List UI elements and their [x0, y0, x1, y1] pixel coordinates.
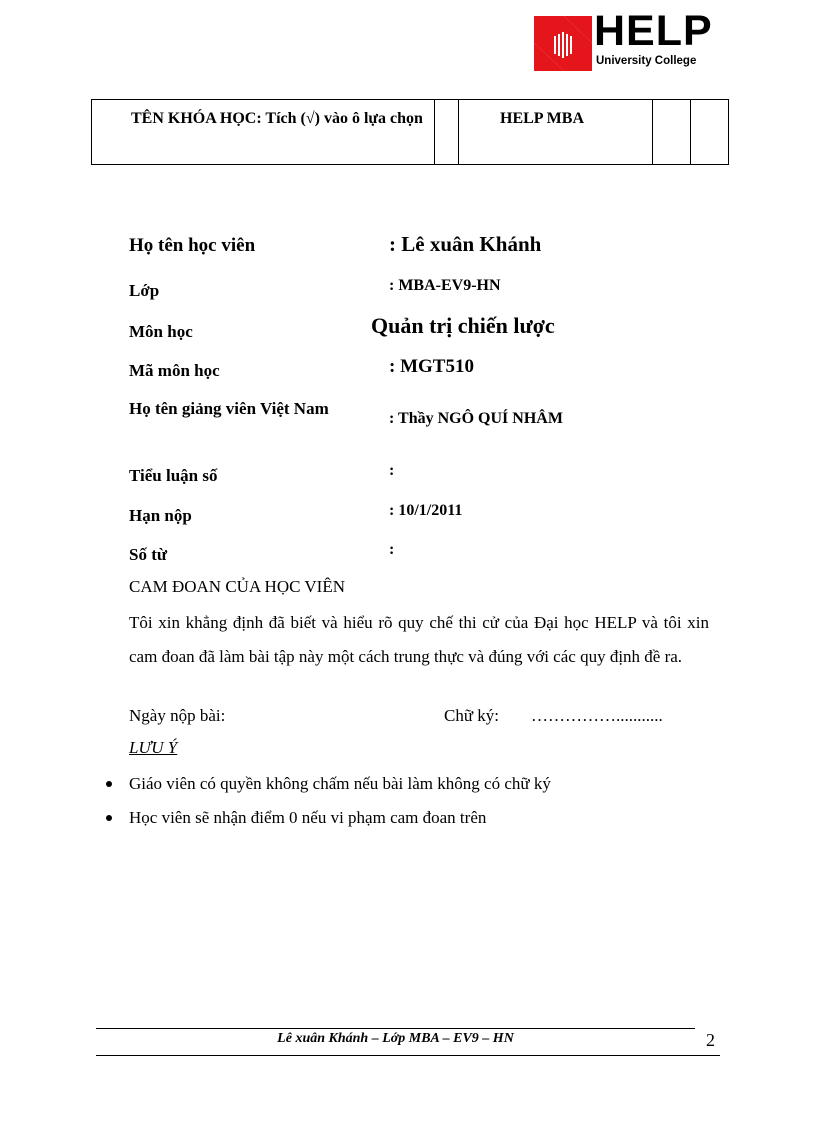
course-selection-table [91, 99, 729, 165]
course-empty-cell [691, 100, 729, 165]
list-item [129, 804, 551, 838]
essay-number-value: : [389, 462, 395, 479]
deadline-value: : 10/1/2011 [389, 502, 463, 519]
student-name-value: : Lê xuân Khánh [389, 232, 542, 256]
submit-date-label: Ngày nộp bài: [129, 706, 226, 725]
declaration-title: CAM ĐOAN CỦA HỌC VIÊN [129, 577, 345, 596]
notes-list [129, 770, 551, 838]
help-logo-mark-icon [534, 16, 592, 71]
subject-code-value: : MGT510 [389, 356, 474, 377]
list-item [129, 770, 551, 804]
logo-wordmark: HELP [594, 7, 713, 55]
notes-title: LƯU Ý [129, 738, 178, 757]
subject-code-label: Mã môn học [129, 361, 220, 380]
footer-text: Lê xuân Khánh – Lớp MBA – EV9 – HN [277, 1031, 514, 1046]
course-option-checkbox-cell[interactable] [653, 100, 691, 165]
bullet-icon [106, 781, 112, 787]
signature-label: Chữ ký: [444, 706, 500, 725]
word-count-label: Số từ [129, 545, 168, 564]
lecturer-label: Họ tên giảng viên Việt Nam [129, 399, 329, 418]
signature-line: ……………........... [531, 706, 663, 725]
bullet-icon [106, 815, 112, 821]
footer-divider-top [96, 1028, 695, 1029]
deadline-label: Hạn nộp [129, 506, 192, 525]
course-checkbox-cell[interactable] [435, 100, 459, 165]
subject-value: Quản trị chiến lược [371, 313, 555, 338]
student-name-label: Họ tên học viên [129, 235, 256, 256]
class-label: Lớp [129, 281, 160, 300]
declaration-body: Tôi xin khẳng định đã biết và hiểu rõ quy chế thi cử của Đại học HELP và tôi xin cam đoan đã làm bài tập này một cách trung thực và đúng với các quy định đề ra. [129, 613, 709, 666]
footer-divider-bottom [96, 1055, 720, 1056]
course-name-label: TÊN KHÓA HỌC: Tích (√) vào ô lựa chọn [92, 100, 435, 165]
logo-subtitle: University College [596, 55, 697, 67]
lecturer-value: : Thầy NGÔ QUÍ NHÂM [389, 410, 563, 427]
course-option-help-mba: HELP MBA [459, 100, 653, 165]
page-number: 2 [706, 1030, 715, 1050]
class-value: : MBA-EV9-HN [389, 277, 501, 294]
help-logo [534, 7, 729, 74]
essay-number-label: Tiểu luận số [129, 466, 218, 485]
note-text: Học viên sẽ nhận điểm 0 nếu vi phạm cam đoan trên [129, 808, 487, 827]
subject-label: Môn học [129, 322, 193, 341]
note-text: Giáo viên có quyền không chấm nếu bài làm không có chữ ký [129, 774, 551, 793]
word-count-value: : [389, 541, 395, 558]
